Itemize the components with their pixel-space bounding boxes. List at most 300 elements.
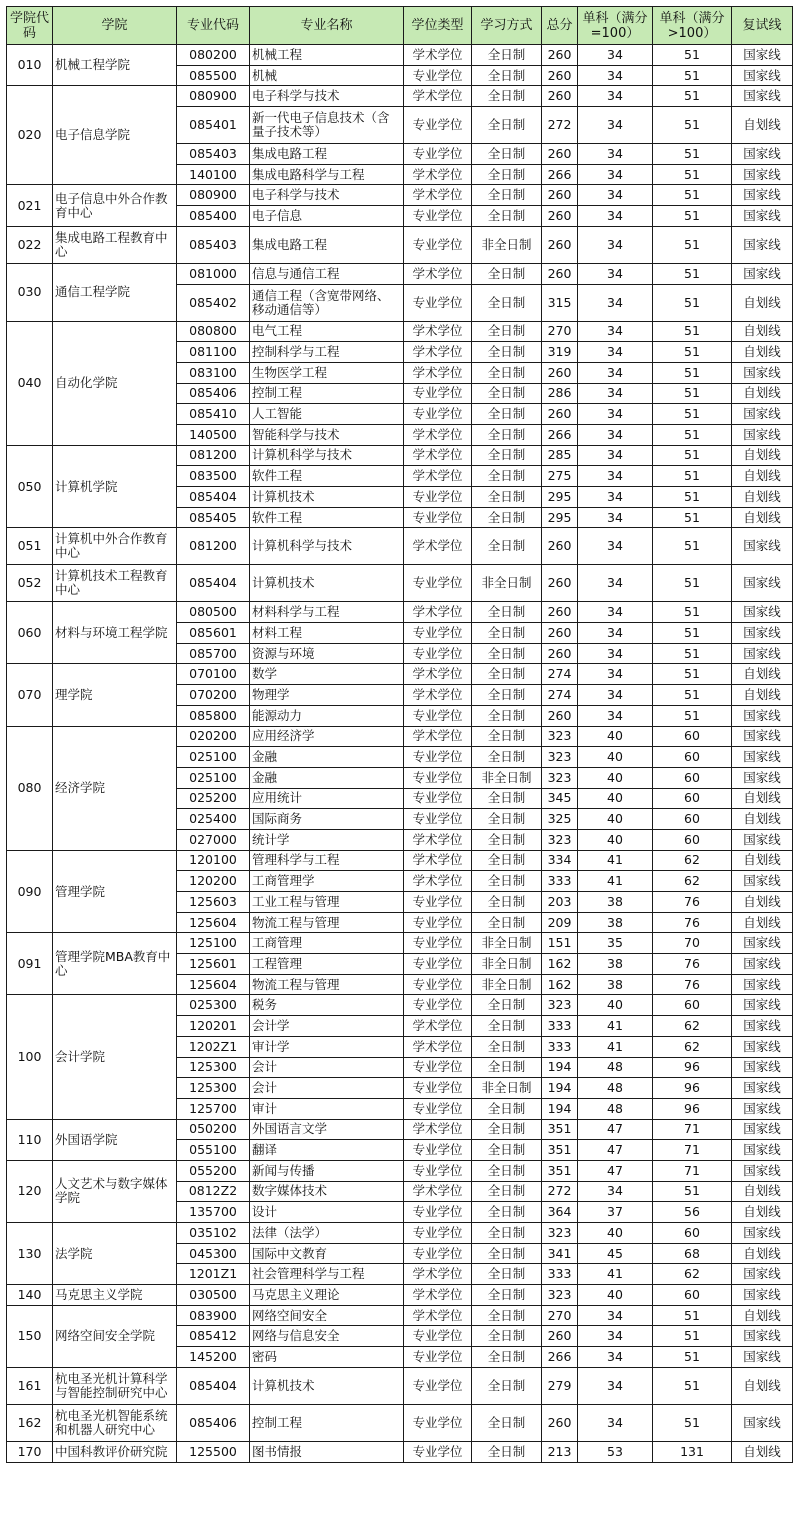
study-mode-cell: 全日制 (472, 362, 542, 383)
degree-type-cell: 学术学位 (404, 263, 472, 284)
degree-type-cell: 专业学位 (404, 1441, 472, 1462)
header-degree-type: 学位类型 (404, 7, 472, 45)
single-100-cell: 34 (578, 487, 653, 508)
study-mode-cell: 全日制 (472, 664, 542, 685)
retest-line-cell: 自划线 (732, 1441, 793, 1462)
major-code-cell: 085500 (177, 65, 250, 86)
major-code-cell: 081100 (177, 342, 250, 363)
single-over-100-cell: 60 (653, 747, 732, 768)
single-100-cell: 34 (578, 664, 653, 685)
retest-line-cell: 国家线 (732, 565, 793, 602)
retest-line-cell: 自划线 (732, 1305, 793, 1326)
major-name-cell: 审计学 (250, 1036, 404, 1057)
study-mode-cell: 全日制 (472, 726, 542, 747)
study-mode-cell: 全日制 (472, 685, 542, 706)
degree-type-cell: 学术学位 (404, 445, 472, 466)
header-major-name: 专业名称 (250, 7, 404, 45)
single-over-100-cell: 60 (653, 829, 732, 850)
total-score-cell: 334 (542, 850, 578, 871)
table-row (7, 664, 793, 685)
major-code-cell: 135700 (177, 1202, 250, 1223)
single-100-cell: 34 (578, 164, 653, 185)
college-name-cell: 外国语学院 (53, 1119, 177, 1160)
retest-line-cell: 国家线 (732, 424, 793, 445)
total-score-cell: 260 (542, 185, 578, 206)
total-score-cell: 272 (542, 1181, 578, 1202)
study-mode-cell: 全日制 (472, 424, 542, 445)
retest-line-cell: 国家线 (732, 45, 793, 66)
retest-line-cell: 自划线 (732, 507, 793, 528)
college-name-cell: 杭电圣光机智能系统和机器人研究中心 (53, 1404, 177, 1441)
total-score-cell: 151 (542, 933, 578, 954)
single-over-100-cell: 51 (653, 1404, 732, 1441)
single-over-100-cell: 51 (653, 362, 732, 383)
single-100-cell: 48 (578, 1057, 653, 1078)
degree-type-cell: 专业学位 (404, 107, 472, 144)
major-code-cell: 045300 (177, 1243, 250, 1264)
header-single-over-100: 单科（满分>100） (653, 7, 732, 45)
degree-type-cell: 学术学位 (404, 528, 472, 565)
retest-line-cell: 国家线 (732, 1140, 793, 1161)
total-score-cell: 260 (542, 263, 578, 284)
degree-type-cell: 学术学位 (404, 466, 472, 487)
study-mode-cell: 全日制 (472, 144, 542, 165)
retest-line-cell: 自划线 (732, 466, 793, 487)
single-100-cell: 48 (578, 1098, 653, 1119)
study-mode-cell: 全日制 (472, 342, 542, 363)
degree-type-cell: 专业学位 (404, 383, 472, 404)
retest-line-cell: 国家线 (732, 767, 793, 788)
college-code-cell: 080 (7, 726, 53, 850)
study-mode-cell: 全日制 (472, 1016, 542, 1037)
total-score-cell: 279 (542, 1367, 578, 1404)
major-name-cell: 税务 (250, 995, 404, 1016)
total-score-cell: 275 (542, 466, 578, 487)
total-score-cell: 272 (542, 107, 578, 144)
study-mode-cell: 全日制 (472, 507, 542, 528)
study-mode-cell: 全日制 (472, 404, 542, 425)
single-over-100-cell: 51 (653, 107, 732, 144)
single-over-100-cell: 62 (653, 1016, 732, 1037)
college-code-cell: 120 (7, 1160, 53, 1222)
major-code-cell: 055100 (177, 1140, 250, 1161)
total-score-cell: 274 (542, 685, 578, 706)
single-100-cell: 34 (578, 404, 653, 425)
total-score-cell: 333 (542, 1264, 578, 1285)
major-code-cell: 030500 (177, 1285, 250, 1306)
major-code-cell: 085403 (177, 144, 250, 165)
header-row (7, 7, 793, 45)
major-name-cell: 材料工程 (250, 623, 404, 644)
major-name-cell: 应用经济学 (250, 726, 404, 747)
major-code-cell: 125700 (177, 1098, 250, 1119)
retest-line-cell: 国家线 (732, 1223, 793, 1244)
single-over-100-cell: 62 (653, 850, 732, 871)
major-name-cell: 新一代电子信息技术（含量子技术等） (250, 107, 404, 144)
degree-type-cell: 专业学位 (404, 565, 472, 602)
degree-type-cell: 学术学位 (404, 1285, 472, 1306)
retest-line-cell: 自划线 (732, 487, 793, 508)
college-code-cell: 100 (7, 995, 53, 1119)
total-score-cell: 333 (542, 871, 578, 892)
single-100-cell: 34 (578, 45, 653, 66)
single-100-cell: 41 (578, 871, 653, 892)
major-code-cell: 140500 (177, 424, 250, 445)
college-name-cell: 会计学院 (53, 995, 177, 1119)
table-row (7, 726, 793, 747)
retest-line-cell: 国家线 (732, 1057, 793, 1078)
single-over-100-cell: 51 (653, 321, 732, 342)
total-score-cell: 266 (542, 1347, 578, 1368)
total-score-cell: 295 (542, 487, 578, 508)
major-code-cell: 1202Z1 (177, 1036, 250, 1057)
college-name-cell: 人文艺术与数字媒体学院 (53, 1160, 177, 1222)
total-score-cell: 341 (542, 1243, 578, 1264)
study-mode-cell: 全日制 (472, 1441, 542, 1462)
major-code-cell: 125603 (177, 892, 250, 913)
single-100-cell: 47 (578, 1119, 653, 1140)
single-100-cell: 34 (578, 602, 653, 623)
college-name-cell: 计算机学院 (53, 445, 177, 528)
single-100-cell: 38 (578, 892, 653, 913)
study-mode-cell: 非全日制 (472, 767, 542, 788)
retest-line-cell: 国家线 (732, 705, 793, 726)
study-mode-cell: 全日制 (472, 1223, 542, 1244)
single-100-cell: 40 (578, 767, 653, 788)
major-name-cell: 计算机技术 (250, 565, 404, 602)
degree-type-cell: 专业学位 (404, 1160, 472, 1181)
single-over-100-cell: 60 (653, 1223, 732, 1244)
retest-line-cell: 自划线 (732, 445, 793, 466)
degree-type-cell: 学术学位 (404, 86, 472, 107)
total-score-cell: 260 (542, 206, 578, 227)
single-over-100-cell: 60 (653, 767, 732, 788)
study-mode-cell: 全日制 (472, 705, 542, 726)
college-code-cell: 020 (7, 86, 53, 185)
study-mode-cell: 全日制 (472, 164, 542, 185)
total-score-cell: 351 (542, 1160, 578, 1181)
degree-type-cell: 学术学位 (404, 185, 472, 206)
degree-type-cell: 学术学位 (404, 1119, 472, 1140)
degree-type-cell: 学术学位 (404, 685, 472, 706)
retest-line-cell: 国家线 (732, 933, 793, 954)
single-100-cell: 40 (578, 1223, 653, 1244)
degree-type-cell: 专业学位 (404, 1243, 472, 1264)
single-over-100-cell: 51 (653, 164, 732, 185)
degree-type-cell: 专业学位 (404, 1347, 472, 1368)
single-100-cell: 41 (578, 1036, 653, 1057)
major-code-cell: 055200 (177, 1160, 250, 1181)
degree-type-cell: 学术学位 (404, 362, 472, 383)
major-name-cell: 计算机技术 (250, 487, 404, 508)
major-code-cell: 080900 (177, 86, 250, 107)
major-code-cell: 027000 (177, 829, 250, 850)
major-name-cell: 控制科学与工程 (250, 342, 404, 363)
single-over-100-cell: 70 (653, 933, 732, 954)
study-mode-cell: 全日制 (472, 284, 542, 321)
single-100-cell: 40 (578, 809, 653, 830)
header-study-mode: 学习方式 (472, 7, 542, 45)
retest-line-cell: 国家线 (732, 528, 793, 565)
single-over-100-cell: 60 (653, 788, 732, 809)
total-score-cell: 351 (542, 1140, 578, 1161)
total-score-cell: 333 (542, 1036, 578, 1057)
degree-type-cell: 学术学位 (404, 602, 472, 623)
retest-line-cell: 自划线 (732, 664, 793, 685)
major-name-cell: 通信工程（含宽带网络、移动通信等） (250, 284, 404, 321)
header-college-code: 学院代码 (7, 7, 53, 45)
total-score-cell: 260 (542, 623, 578, 644)
degree-type-cell: 学术学位 (404, 321, 472, 342)
single-100-cell: 34 (578, 226, 653, 263)
single-over-100-cell: 131 (653, 1441, 732, 1462)
single-over-100-cell: 60 (653, 1285, 732, 1306)
single-100-cell: 34 (578, 507, 653, 528)
major-name-cell: 计算机技术 (250, 1367, 404, 1404)
total-score-cell: 345 (542, 788, 578, 809)
single-100-cell: 34 (578, 383, 653, 404)
degree-type-cell: 专业学位 (404, 1326, 472, 1347)
single-100-cell: 34 (578, 86, 653, 107)
college-name-cell: 中国科教评价研究院 (53, 1441, 177, 1462)
retest-line-cell: 国家线 (732, 362, 793, 383)
college-code-cell: 070 (7, 664, 53, 726)
degree-type-cell: 学术学位 (404, 850, 472, 871)
study-mode-cell: 全日制 (472, 623, 542, 644)
major-name-cell: 集成电路科学与工程 (250, 164, 404, 185)
college-name-cell: 网络空间安全学院 (53, 1305, 177, 1367)
major-name-cell: 物流工程与管理 (250, 974, 404, 995)
single-over-100-cell: 51 (653, 45, 732, 66)
study-mode-cell: 全日制 (472, 850, 542, 871)
retest-score-table (6, 6, 793, 1463)
single-100-cell: 34 (578, 466, 653, 487)
degree-type-cell: 专业学位 (404, 1078, 472, 1099)
major-code-cell: 085403 (177, 226, 250, 263)
single-100-cell: 40 (578, 726, 653, 747)
major-code-cell: 085401 (177, 107, 250, 144)
table-row (7, 1160, 793, 1181)
major-code-cell: 120201 (177, 1016, 250, 1037)
retest-line-cell: 自划线 (732, 685, 793, 706)
table-row (7, 1441, 793, 1462)
single-over-100-cell: 51 (653, 1326, 732, 1347)
total-score-cell: 260 (542, 565, 578, 602)
college-name-cell: 管理学院 (53, 850, 177, 933)
major-name-cell: 网络空间安全 (250, 1305, 404, 1326)
table-row (7, 321, 793, 342)
retest-line-cell: 自划线 (732, 892, 793, 913)
single-over-100-cell: 51 (653, 342, 732, 363)
table-row (7, 226, 793, 263)
single-over-100-cell: 51 (653, 65, 732, 86)
major-name-cell: 电气工程 (250, 321, 404, 342)
major-name-cell: 人工智能 (250, 404, 404, 425)
table-row (7, 263, 793, 284)
degree-type-cell: 专业学位 (404, 954, 472, 975)
college-name-cell: 电子信息中外合作教育中心 (53, 185, 177, 226)
college-name-cell: 管理学院MBA教育中心 (53, 933, 177, 995)
single-over-100-cell: 51 (653, 565, 732, 602)
table-row (7, 1119, 793, 1140)
study-mode-cell: 全日制 (472, 107, 542, 144)
major-name-cell: 金融 (250, 747, 404, 768)
study-mode-cell: 全日制 (472, 445, 542, 466)
header-total-score: 总分 (542, 7, 578, 45)
total-score-cell: 319 (542, 342, 578, 363)
single-100-cell: 47 (578, 1160, 653, 1181)
degree-type-cell: 学术学位 (404, 424, 472, 445)
total-score-cell: 260 (542, 144, 578, 165)
degree-type-cell: 专业学位 (404, 995, 472, 1016)
major-code-cell: 025200 (177, 788, 250, 809)
header-retest-line: 复试线 (732, 7, 793, 45)
total-score-cell: 260 (542, 1404, 578, 1441)
total-score-cell: 325 (542, 809, 578, 830)
retest-line-cell: 国家线 (732, 1036, 793, 1057)
college-name-cell: 计算机技术工程教育中心 (53, 565, 177, 602)
retest-line-cell: 自划线 (732, 321, 793, 342)
single-100-cell: 34 (578, 1326, 653, 1347)
single-over-100-cell: 76 (653, 954, 732, 975)
degree-type-cell: 学术学位 (404, 871, 472, 892)
major-code-cell: 085601 (177, 623, 250, 644)
retest-line-cell: 国家线 (732, 86, 793, 107)
header-college: 学院 (53, 7, 177, 45)
major-name-cell: 新闻与传播 (250, 1160, 404, 1181)
degree-type-cell: 专业学位 (404, 404, 472, 425)
degree-type-cell: 学术学位 (404, 1181, 472, 1202)
single-100-cell: 34 (578, 1181, 653, 1202)
study-mode-cell: 全日制 (472, 1243, 542, 1264)
total-score-cell: 260 (542, 86, 578, 107)
major-code-cell: 125300 (177, 1057, 250, 1078)
single-100-cell: 47 (578, 1140, 653, 1161)
college-name-cell: 集成电路工程教育中心 (53, 226, 177, 263)
single-100-cell: 34 (578, 1347, 653, 1368)
degree-type-cell: 学术学位 (404, 45, 472, 66)
single-over-100-cell: 62 (653, 1264, 732, 1285)
retest-line-cell: 国家线 (732, 747, 793, 768)
single-100-cell: 34 (578, 263, 653, 284)
table-row (7, 185, 793, 206)
total-score-cell: 260 (542, 226, 578, 263)
single-100-cell: 34 (578, 565, 653, 602)
single-100-cell: 41 (578, 1016, 653, 1037)
major-code-cell: 1201Z1 (177, 1264, 250, 1285)
single-over-100-cell: 71 (653, 1160, 732, 1181)
single-over-100-cell: 56 (653, 1202, 732, 1223)
total-score-cell: 260 (542, 45, 578, 66)
major-code-cell: 085406 (177, 1404, 250, 1441)
retest-line-cell: 国家线 (732, 65, 793, 86)
study-mode-cell: 全日制 (472, 602, 542, 623)
major-code-cell: 081000 (177, 263, 250, 284)
college-name-cell: 理学院 (53, 664, 177, 726)
single-100-cell: 34 (578, 144, 653, 165)
single-100-cell: 40 (578, 788, 653, 809)
total-score-cell: 266 (542, 424, 578, 445)
major-name-cell: 机械工程 (250, 45, 404, 66)
study-mode-cell: 全日制 (472, 1098, 542, 1119)
major-name-cell: 智能科学与技术 (250, 424, 404, 445)
degree-type-cell: 专业学位 (404, 144, 472, 165)
total-score-cell: 323 (542, 767, 578, 788)
study-mode-cell: 全日制 (472, 487, 542, 508)
single-100-cell: 38 (578, 912, 653, 933)
retest-line-cell: 国家线 (732, 144, 793, 165)
retest-line-cell: 国家线 (732, 1404, 793, 1441)
study-mode-cell: 非全日制 (472, 954, 542, 975)
total-score-cell: 260 (542, 1326, 578, 1347)
retest-line-cell: 国家线 (732, 974, 793, 995)
degree-type-cell: 专业学位 (404, 1057, 472, 1078)
study-mode-cell: 全日制 (472, 321, 542, 342)
header-single-100: 单科（满分=100） (578, 7, 653, 45)
college-name-cell: 通信工程学院 (53, 263, 177, 321)
study-mode-cell: 全日制 (472, 1036, 542, 1057)
retest-line-cell: 国家线 (732, 871, 793, 892)
major-name-cell: 电子科学与技术 (250, 185, 404, 206)
degree-type-cell: 专业学位 (404, 507, 472, 528)
major-name-cell: 图书情报 (250, 1441, 404, 1462)
retest-line-cell: 国家线 (732, 226, 793, 263)
major-name-cell: 会计 (250, 1057, 404, 1078)
study-mode-cell: 全日制 (472, 383, 542, 404)
study-mode-cell: 全日制 (472, 65, 542, 86)
major-name-cell: 物理学 (250, 685, 404, 706)
total-score-cell: 203 (542, 892, 578, 913)
single-100-cell: 34 (578, 1404, 653, 1441)
study-mode-cell: 全日制 (472, 1264, 542, 1285)
single-over-100-cell: 51 (653, 206, 732, 227)
study-mode-cell: 全日制 (472, 1326, 542, 1347)
degree-type-cell: 专业学位 (404, 487, 472, 508)
major-name-cell: 电子科学与技术 (250, 86, 404, 107)
single-100-cell: 53 (578, 1441, 653, 1462)
major-code-cell: 020200 (177, 726, 250, 747)
retest-line-cell: 自划线 (732, 1243, 793, 1264)
major-code-cell: 085400 (177, 206, 250, 227)
single-100-cell: 34 (578, 107, 653, 144)
single-100-cell: 48 (578, 1078, 653, 1099)
total-score-cell: 213 (542, 1441, 578, 1462)
major-code-cell: 083100 (177, 362, 250, 383)
major-code-cell: 070100 (177, 664, 250, 685)
major-code-cell: 085405 (177, 507, 250, 528)
major-code-cell: 080800 (177, 321, 250, 342)
total-score-cell: 274 (542, 664, 578, 685)
single-100-cell: 34 (578, 185, 653, 206)
degree-type-cell: 专业学位 (404, 623, 472, 644)
single-over-100-cell: 51 (653, 1347, 732, 1368)
retest-line-cell: 国家线 (732, 164, 793, 185)
college-code-cell: 110 (7, 1119, 53, 1160)
total-score-cell: 194 (542, 1098, 578, 1119)
college-name-cell: 经济学院 (53, 726, 177, 850)
major-name-cell: 工商管理 (250, 933, 404, 954)
table-row (7, 445, 793, 466)
study-mode-cell: 全日制 (472, 1181, 542, 1202)
total-score-cell: 285 (542, 445, 578, 466)
retest-line-cell: 国家线 (732, 1326, 793, 1347)
degree-type-cell: 专业学位 (404, 767, 472, 788)
major-code-cell: 125604 (177, 912, 250, 933)
major-code-cell: 025100 (177, 747, 250, 768)
study-mode-cell: 非全日制 (472, 565, 542, 602)
single-100-cell: 34 (578, 643, 653, 664)
total-score-cell: 364 (542, 1202, 578, 1223)
